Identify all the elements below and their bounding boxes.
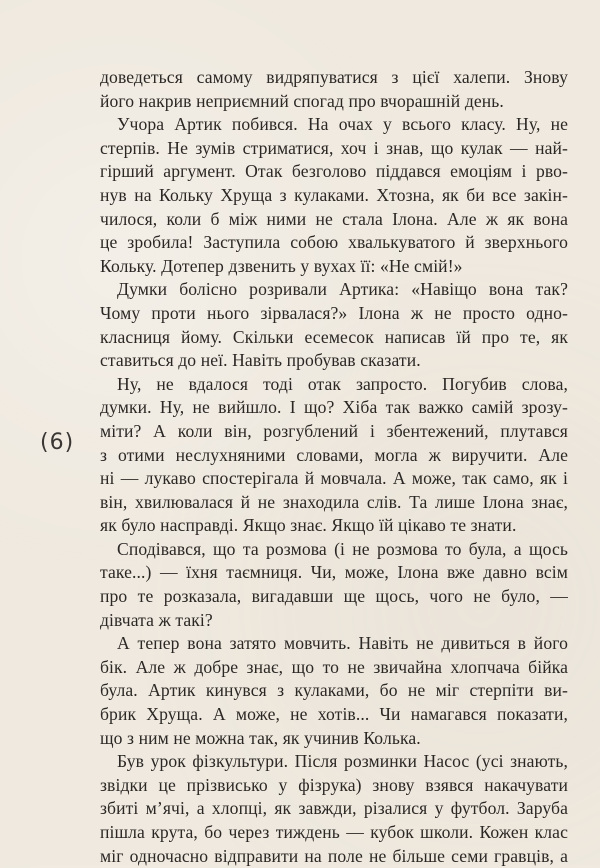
- text-line: Думки болісно розривали Артика: «Навіщо вона так?: [117, 279, 568, 300]
- text-line: Кольку. Дотепер дзвенить у вухах її: «Не смій!»: [100, 255, 463, 276]
- text-line: ставиться до неї. Навіть пробував сказати.: [100, 350, 421, 371]
- text-line: це зробила! Заступила собою хвалькуватого й зверхнього: [100, 232, 568, 253]
- paragraph: [100, 373, 568, 538]
- text-line: думки. Ну, не вийшло. І що? Хіба так важко самій зрозу-: [100, 397, 568, 418]
- page-number: (6): [40, 430, 75, 455]
- text-line: міг одночасно відправити на поле не більше семи гравців, а: [100, 845, 568, 866]
- text-line: гірший аргумент. Отак безголово піддався емоціям і рво-: [100, 161, 568, 182]
- text-line: була. Артик кинувся з кулаками, бо не міг стерпіти ви-: [100, 680, 568, 701]
- text-line: Сподівався, що та розмова (і не розмова то була, а щось: [117, 538, 568, 559]
- text-line: таке...) — їхня таємниця. Чи, може, Ілона вже давно всім: [100, 562, 568, 583]
- text-line: пішла крута, бо через тиждень — кубок школи. Кожен клас: [100, 822, 568, 842]
- text-line: міти? А коли він, розгублений і збентежений, плутався: [100, 420, 568, 441]
- body-text: [100, 66, 568, 868]
- text-line: бік. Але ж добре знає, що то не звичайна хлопчача бійка: [100, 656, 568, 677]
- text-line: Ну, не вдалося тоді отак запросто. Погубив слова,: [117, 373, 568, 394]
- paragraph: [100, 113, 568, 278]
- paragraph: [100, 750, 568, 868]
- text-line: збиті м’ячі, а хлопці, як завжди, різалися у футбол. Заруба: [100, 798, 568, 819]
- text-line: про те розказала, вигадавши ще щось, чого не було, —: [100, 586, 568, 607]
- text-line: його накрив неприємний спогад про вчорашній день.: [100, 90, 504, 111]
- paragraph: [100, 66, 568, 113]
- text-line: звідки це прізвисько у фізрука) знову взявся накачувати: [100, 774, 568, 795]
- text-line: як було насправді. Якщо знає. Якщо їй цікаво те знати.: [100, 515, 517, 536]
- paragraph: [100, 278, 568, 372]
- text-line: Учора Артик побився. На очах у всього класу. Ну, не: [117, 114, 568, 135]
- text-line: брик Хруща. А може, не хотів... Чи намагався показати,: [100, 704, 568, 725]
- text-line: що з ним не можна так, як учинив Колька.: [100, 727, 421, 748]
- text-line: А тепер вона затято мовчить. Навіть не дивиться в його: [117, 633, 568, 654]
- text-line: з отими неслухняними словами, могла ж виручити. Але: [100, 444, 568, 465]
- text-line: стерпів. Не зумів стриматися, хоч і знав, що кулак — най-: [100, 137, 568, 158]
- text-line: класниця йому. Скільки есемесок написав їй про те, як: [100, 326, 568, 347]
- text-line: він, хвилювалася й не знаходила слів. Та лише Ілона знає,: [100, 491, 568, 512]
- text-line: чилося, коли б між ними не стала Ілона. Але ж як вона: [100, 208, 568, 229]
- text-line: ні — лукаво спостерігала й мовчала. А може, так само, як і: [100, 468, 568, 489]
- text-line: Був урок фізкультури. Після розминки Насос (усі знають,: [117, 751, 568, 772]
- text-line: Чому проти нього зірвалася?» Ілона ж не просто одно-: [100, 302, 568, 323]
- text-line: дівчата ж такі?: [100, 609, 213, 630]
- text-line: нув на Кольку Хруща з кулаками. Хтозна, як би все закін-: [100, 184, 568, 205]
- paragraph: [100, 538, 568, 632]
- text-line: доведеться самому видряпуватися з цієї халепи. Знову: [100, 67, 568, 87]
- paragraph: [100, 632, 568, 750]
